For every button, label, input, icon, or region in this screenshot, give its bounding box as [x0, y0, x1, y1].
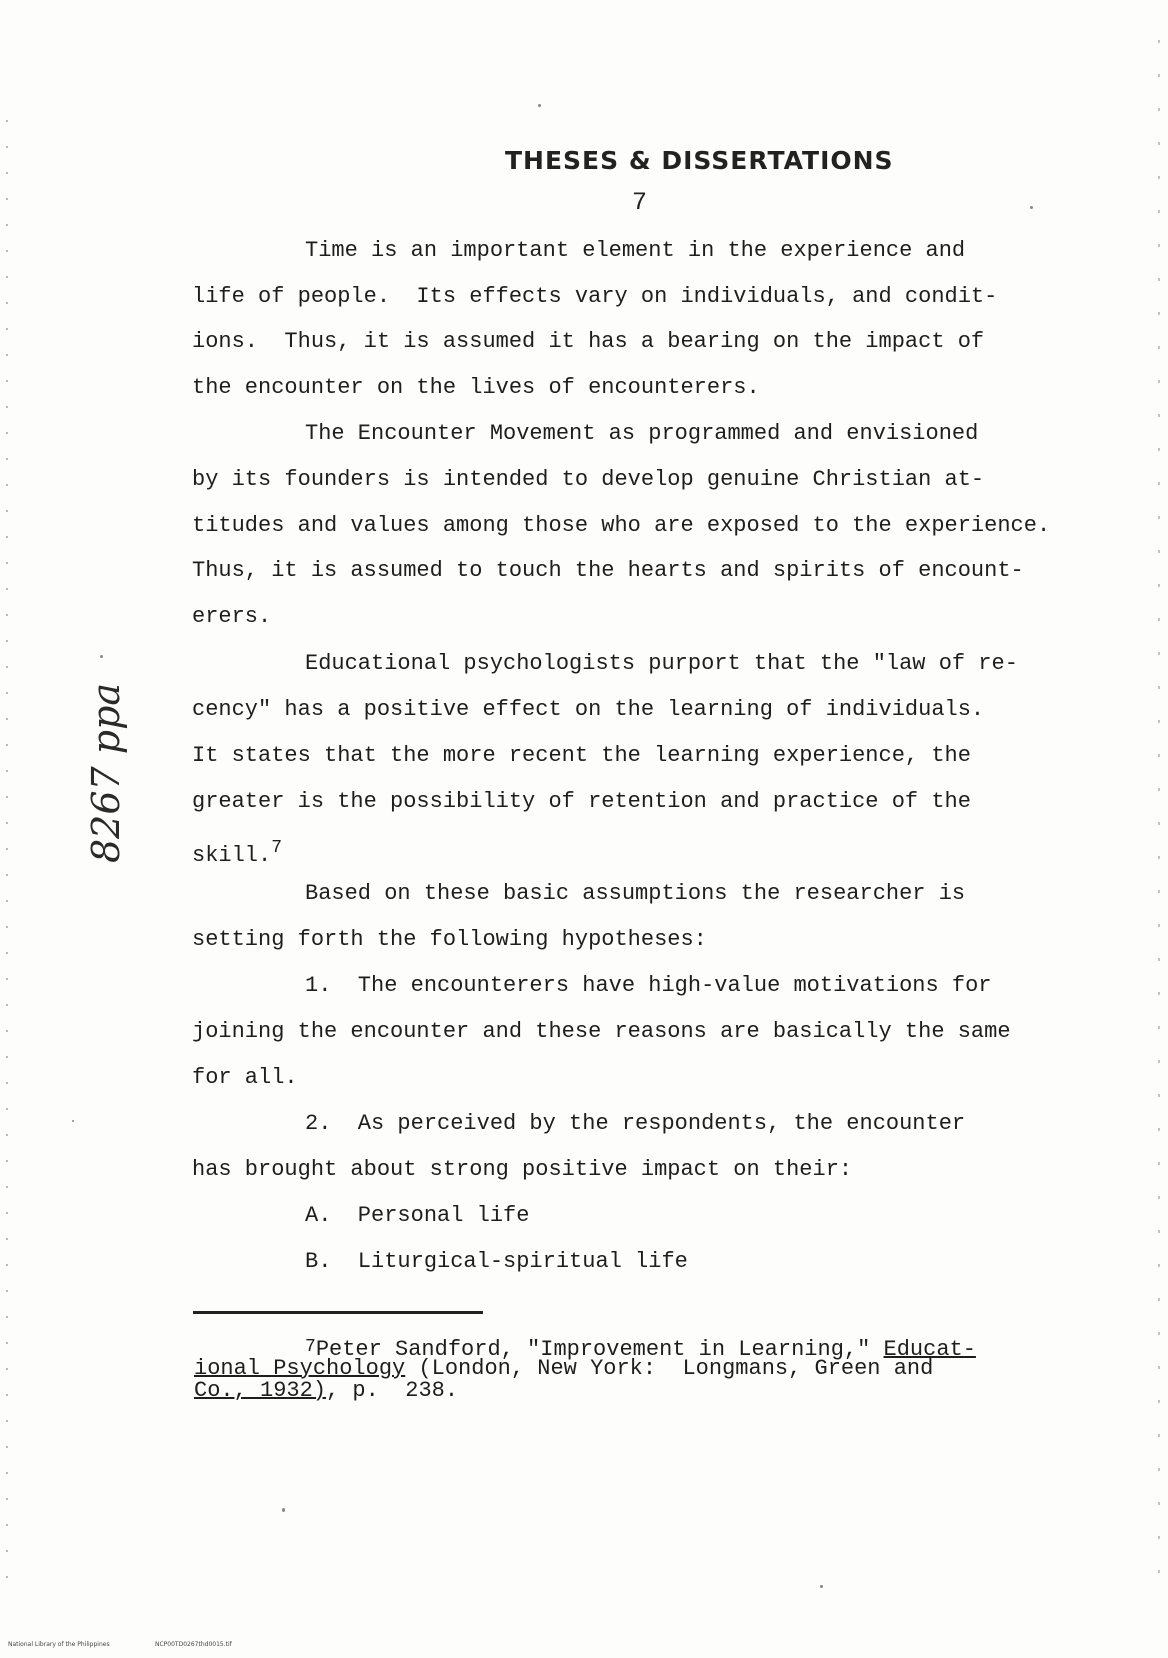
footnote-separator [193, 1311, 483, 1314]
body-line: by its founders is intended to develop genuine Christian at- [192, 467, 985, 492]
body-line: greater is the possibility of retention and practice of the [192, 789, 971, 814]
scan-edge-right [1158, 40, 1160, 1600]
footer-file-name: NCP00TD0267thd0015.tif [155, 1641, 232, 1648]
scan-speck [1030, 206, 1033, 209]
body-line: Educational psychologists purport that the "law of re- [305, 651, 1018, 676]
body-line: Based on these basic assumptions the researcher is [305, 881, 966, 906]
scan-speck [820, 1585, 823, 1588]
hypothesis-line: for all. [192, 1065, 298, 1090]
footnote-text: (London, New York: Longmans, Green and [405, 1356, 934, 1381]
body-line: life of people. Its effects vary on individuals, and condit- [192, 284, 998, 309]
body-line-with-footnote [192, 834, 282, 870]
hypothesis-line: joining the encounter and these reasons are basically the same [192, 1019, 1011, 1044]
scan-speck [282, 1508, 285, 1512]
hypothesis-line: 2. As perceived by the respondents, the encounter [305, 1111, 966, 1136]
footnote-publication: Co., 1932) [194, 1378, 327, 1403]
footnote-text: Peter Sandford, "Improvement in Learning," [315, 1337, 884, 1362]
list-item: B. Liturgical-spiritual life [305, 1249, 688, 1274]
footnote-text: , p. 238. [326, 1378, 459, 1403]
body-line: erers. [192, 604, 272, 629]
hypothesis-line: has brought about strong positive impact on their: [192, 1157, 853, 1182]
scan-speck [100, 655, 103, 658]
body-line: Time is an important element in the experience and [305, 238, 966, 263]
page-number: 7 [632, 188, 648, 217]
scan-edge-left [6, 120, 8, 1600]
handwritten-margin-note [34, 682, 154, 900]
body-line: setting forth the following hypotheses: [192, 927, 707, 952]
body-line: titudes and values among those who are exposed to the experience. [192, 513, 1051, 538]
footer-credit: National Library of the Philippines [8, 1641, 110, 1648]
body-line: ions. Thus, it is assumed it has a bearing on the impact of [192, 329, 985, 354]
footnote-line [194, 1380, 458, 1402]
body-line: cency" has a positive effect on the learning of individuals. [192, 697, 985, 722]
hypothesis-line: 1. The encounterers have high-value motivations for [305, 973, 992, 998]
margin-note-text: 8267 ppa [84, 682, 128, 863]
scan-speck [538, 104, 541, 107]
body-line: It states that the more recent the learning experience, the [192, 743, 971, 768]
footnote-title-part: Educat- [883, 1337, 976, 1362]
scan-speck [72, 1120, 74, 1122]
footnote-reference: 7 [271, 838, 283, 858]
list-item: A. Personal life [305, 1203, 530, 1228]
body-line: The Encounter Movement as programmed and envisioned [305, 421, 979, 446]
body-line-text: skill. [192, 843, 272, 868]
footnote-line [194, 1358, 933, 1380]
footnote-marker: 7 [305, 1337, 316, 1357]
body-line: Thus, it is assumed to touch the hearts and spirits of encount- [192, 558, 1024, 583]
body-line: the encounter on the lives of encounterers. [192, 375, 760, 400]
theses-stamp: THESES & DISSERTATIONS [505, 146, 894, 175]
footnote-title-part: ional Psychology [194, 1356, 406, 1381]
